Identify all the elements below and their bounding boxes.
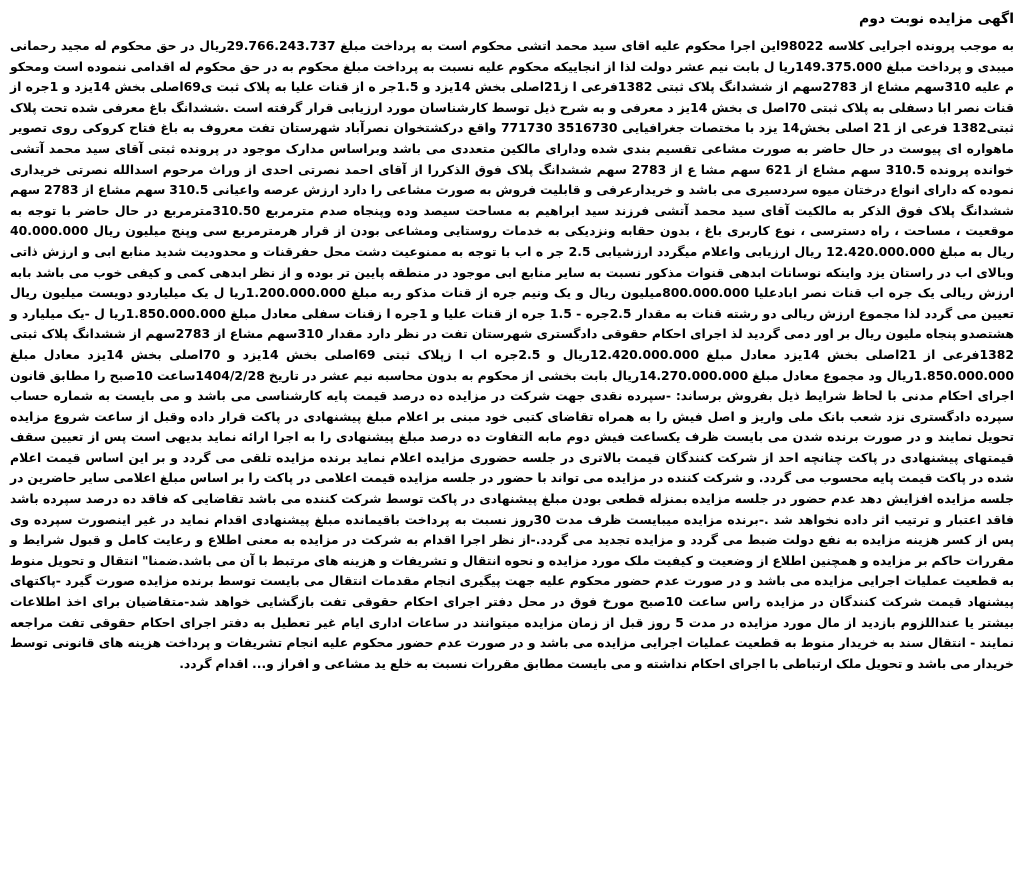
notice-title: اگهی مزایده نوبت دوم bbox=[858, 11, 1014, 27]
notice-body: به موجب پرونده اجرایی کلاسه 98022این اجرا محکوم علیه اقای سید محمد اتشی محکوم است به پرداخت مبلغ 29.766.243.737ریال در حق محکوم له مجید رحمانی میبدی و پرداخت مبلغ 149.375.000ریا ل بابت نیم عشر دولت لذا از انجاییکه محکوم علیه نسبت به پرداخت مبلغ محکوم به در حق محکوم له اقدامی ننموده است ومحکو م علیه 310سهم مشاع از 2783سهم از ششدانگ پلاک ثبتی 1382فرعی ا ز21اصلی بخش 14یزد و 1.5جر ه از قنات علیا به پلاک ثبت ی69اصلی بخش 14یزد و 1جره از قنات نصر ابا دسفلی به پلاک ثبتی 70اصل ی بخش 14یز د معرفی و به شرح ذیل توسط کارشناسان مورد ارزیابی قرار گرفته است .ششدانگ باغ معرفی شده تحت پلاک ثبتی1382 فرعی از 21 اصلی بخش14 یزد با مختصات جغرافیایی 3516730 771730 واقع درکشتخوان نصرآباد شهرستان تفت معروف به باغ فتاح کروکی روی تصویر ماهواره ای پیوست در حال حاضر به صورت مشاعی تقسیم بندی شده ودارای مالکین متعددی می باشد وبراساس مدارک موجود در پرونده ثبتی آقای سید محمد آتشی خوانده پرونده 310.5 سهم مشاع از 621 سهم مشا ع از 2783 سهم ششدانگ پلاک فوق الذکررا از آقای احمد نصرتی احدی از وراث مرحوم اسدالله نصرتی خریداری نموده که دارای انواع درختان میوه سردسیری می باشد و خریدارعرفی و قابلیت فروش به صورت مشاعی را دارد ارزش عرصه واعیانی 310.5 سهم مشاع از 2783 سهم ششدانگ پلاک فوق الذکر به مالکیت آقای سید محمد آتشی فرزند سید ابراهیم به مساحت سیصد وده وپنجاه صدم مترمربع 310.50مترمربع در حال حاضر با توجه به موقعیت ، مساحت ، راه دسترسی ، نوع کاربری باغ ، بدون حقابه ونزدیکی به خدمات روستایی ومشاعی بودن از قرار هرمترمربع سی وپنج میلیون ریال 40.000.000 ریال به مبلغ 12.420.000.000 ریال ارزیابی واعلام میگردد ارزشیابی 2.5 جر ه اب با توجه به ممنوعیت دشت محل حفرقنات و محدودیت شدید منابع ابی و ارزش ذاتی وبالای اب در راستان یزد واینکه نوسانات ابدهی قنوات مذکور نسبت به سایر منابع ابی موجود در منطقه پایین تر بوده و از نظر ابدهی کمی و کیفی خوب می باشد بابه ارزش ریالی یک جره اب قنات نصر ابادعلیا 800.000.000میلیون ریال و یک ونیم جره از قنات مذکو ربه مبلغ 1.200.000.000ریا ل یک میلیاردو دویست میلیون ریال تعیین می گردد لذا مجموع ارزش ریالی دو رشته قنات به مقدار 2.5جره - 1.5 جره از قنات علیا و 1جره ا زقنات سفلی معادل مبلغ 1.850.000.000ریا ل -یک میلیارد و هشتصدو پنجاه ملیون ریال بر اور دمی گردید لذ اجرای احکام حقوقی دادگستری شهرستان تفت در نظر دارد مقدار 310سهم مشاع از 2783سهم از ششدانگ پلاک ثبتی 1382فرعی از 21اصلی بخش 14یزد معادل مبلغ 12.420.000.000ریال و 2.5جره اب ا زپلاک ثبتی 69اصلی بخش 14یزد و 70اصلی بخش 14یزد معادل مبلغ 1.850.000.000ریال ود مجموع معادل مبلغ 14.270.000.000ریال بابت بخشی از محکوم به بدون محاسبه نیم عشر در تاریخ 1404/2/28ساعت 10صبح را مطابق قانون اجرای احکام مدنی با لحاظ شرایط ذیل بفروش برساند: -سپرده نقدی جهت شرکت در مزایده ده درصد قیمت پایه کارشناسی می باشد و می بایست به شماره حساب سپرده دادگستری نزد شعب بانک ملی واریز و اصل فیش را به همراه تقاضای کتبی خود مبنی بر اعلام مبلغ پیشنهادی در پاکت قرار داده وقبل از ساعت شروع مزایده تحویل نمایند و در صورت برنده شدن می بایست ظرف یکساعت فیش دوم مابه التفاوت ده درصد مبلغ پیشنهادی را به اجرا ارائه نماید بدیهی است پس از تعیین سقف قیمتهای پیشنهادی در پاکت چنانچه احد از شرکت کنندگان قیمت بالاتری در جلسه حضوری مزایده اعلام نماید برنده مزایده تلقی می گردد و بر این اساس قیمت اعلام شده در پاکت قیمت پایه محسوب می گردد. و شرکت کننده در مزایده می تواند با حضور در جلسه مزایده قیمت اعلامی در پاکت را بر اساس مبلغ اعلامی سایر حاضرین در جلسه مزایده افزایش دهد عدم حضور در جلسه مزایده بمنزله قطعی بودن مبلغ پیشنهادی در پاکت توسط شرکت کننده می باشد تقاضایی که فاقد ده درصد سپرده باشد فاقد اعتبار و ترتیب اثر داده نخواهد شد .-برنده مزایده میبایست ظرف مدت 30روز نسبت به پرداخت باقیمانده مبلغ پیشنهادی اقدام نماید در غیر اینصورت سپرده وی پس از کسر هزینه مزایده به نفع دولت ضبط می گردد و مزایده تجدید می گردد.-از نظر اجرا اقدام به شرکت در مزایده به معنی اطلاع و رعایت کامل و قبول شرایط و مقررات حاکم بر مزایده و همچنین اطلاع از وضعیت و کیفیت ملک مورد مزایده و نحوه انتقال و تشریفات و هزینه های مرتبط با آن می باشد.ضمنا" انتقال و تحویل منوط به قطعیت عملیات اجرایی مزایده می باشد و در صورت عدم حضور محکوم علیه جهت پیگیری انجام مقدمات انتقال می بایست توسط برنده مزایده صورت گیرد -پاکتهای پیشنهاد قیمت شرکت کنندگان در مزایده راس ساعت 10صبح مورخ فوق در محل دفتر اجرای احکام حقوقی تفت بازگشایی خواهد شد-متقاضیان برای اخذ اطلاعات بیشتر یا عنداللزوم بازدید از مال مورد مزایده در مدت 5 روز قبل از زمان مزایده میتوانند در ساعات اداری ایام غیر تعطیل به دفتر اجرای احکام حقوقی تفت مراجعه نمایند - انتقال سند به خریدار منوط به قطعیت عملیات اجرایی مزایده می باشد و در صورت عدم حضور محکوم علیه انجام تشریفات و پرداخت هزینه های قانونی توسط خریدار می باشد و تحویل ملک ارتباطی با اجرای احکام نداشته و می بایست مطابق مقررات نسبت به خلع ید مشاعی و افراز و... اقدام گردد. bbox=[10, 38, 1015, 671]
